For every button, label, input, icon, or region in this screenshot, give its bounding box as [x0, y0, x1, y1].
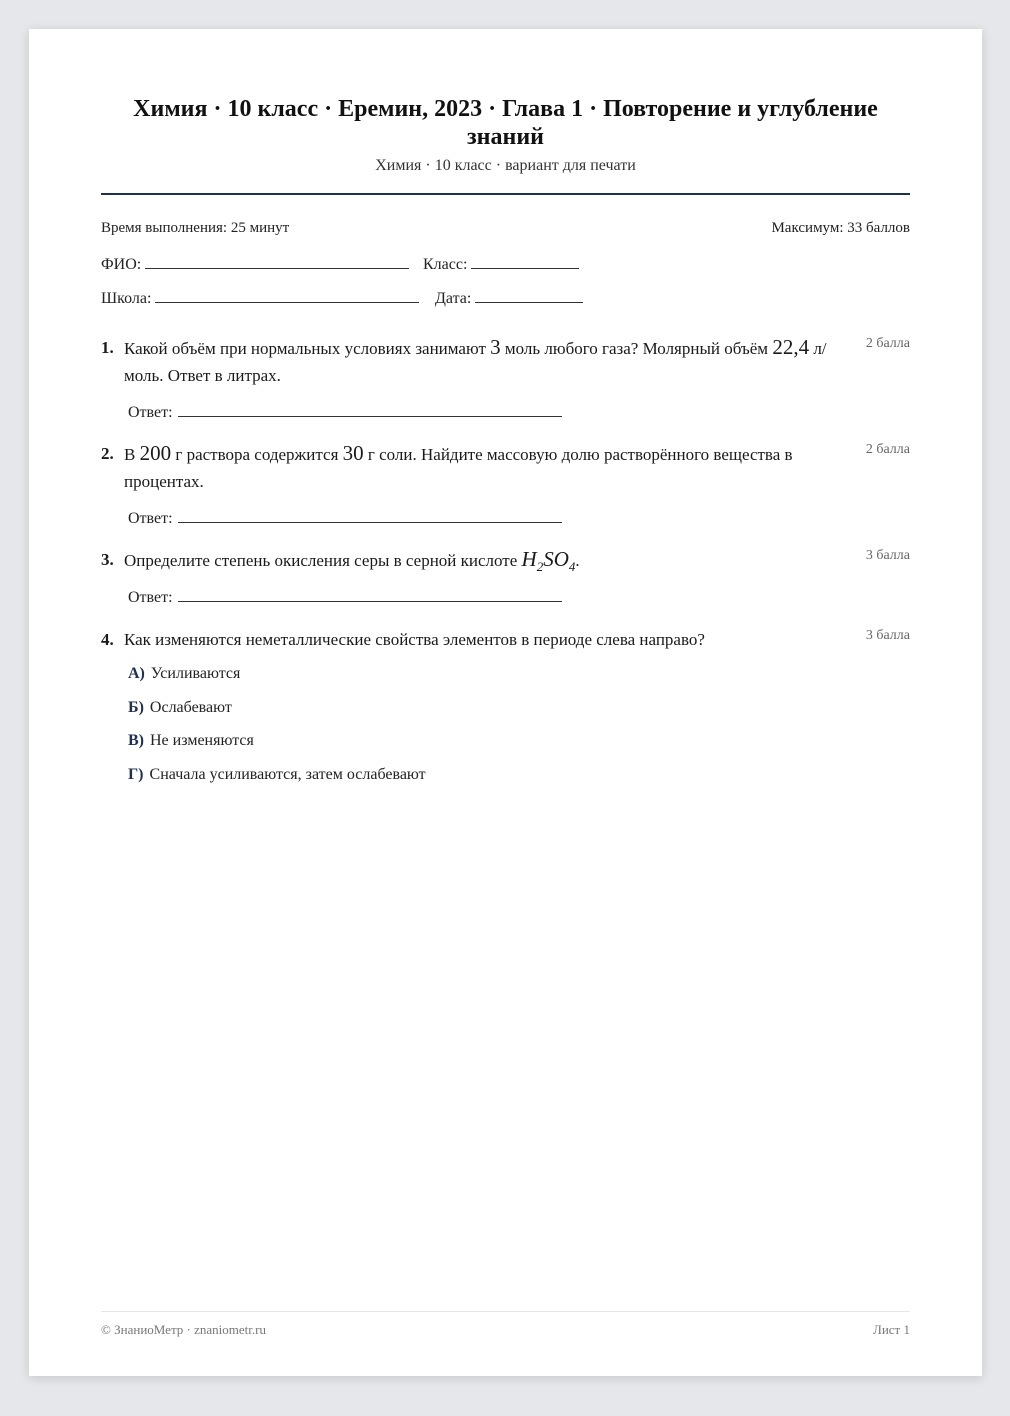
- option-d[interactable]: [128, 766, 426, 784]
- question-number: 1.: [101, 338, 114, 357]
- page-subtitle: Химия · 10 класс · вариант для печати: [375, 157, 636, 174]
- page-content: [101, 29, 910, 1376]
- option-letter: Г): [128, 766, 144, 783]
- question-number: 3.: [101, 550, 114, 569]
- school-field[interactable]: [101, 286, 419, 308]
- option-text: Сначала усиливаются, затем ослабевают: [149, 766, 426, 783]
- option-text: Усиливаются: [150, 665, 241, 682]
- footer-copyright: © ЗнаниоМетр · znaniometr.ru: [101, 1322, 266, 1337]
- class-field[interactable]: [423, 252, 579, 274]
- question-1: [101, 334, 910, 389]
- question-points: 3 балла: [865, 548, 910, 563]
- question-number: 4.: [101, 630, 114, 649]
- page-title: Химия · 10 класс · Еремин, 2023 · Глава 1 · Повторение и углубление знаний: [133, 96, 878, 150]
- class-line[interactable]: [471, 252, 579, 269]
- fio-field[interactable]: [101, 252, 409, 274]
- school-line[interactable]: [155, 286, 419, 303]
- option-c[interactable]: [128, 732, 254, 750]
- answer-field[interactable]: [128, 585, 562, 607]
- answer-field[interactable]: [128, 400, 562, 422]
- option-letter: А): [128, 665, 145, 682]
- date-line[interactable]: [475, 286, 583, 303]
- fields-row-1: [101, 252, 910, 276]
- question-number: 2.: [101, 444, 114, 463]
- option-letter: В): [128, 732, 144, 749]
- option-text: Ослабевают: [149, 699, 232, 716]
- question-3: [101, 546, 910, 580]
- option-text: Не изменяются: [150, 732, 254, 749]
- answer-label: Ответ:: [128, 589, 173, 606]
- date-field[interactable]: [435, 286, 583, 308]
- question-4: [101, 626, 910, 653]
- option-a[interactable]: [128, 665, 240, 683]
- chemical-formula: $H_2SO_4$: [521, 547, 576, 575]
- math-value: 3: [490, 335, 501, 359]
- school-label: Школа:: [101, 290, 152, 307]
- date-label: Дата:: [435, 290, 472, 307]
- time-limit: Время выполнения: 25 минут: [101, 220, 290, 236]
- answer-field[interactable]: [128, 506, 562, 528]
- math-value: 30: [342, 441, 364, 465]
- class-label: Класс:: [423, 256, 468, 273]
- fio-line[interactable]: [145, 252, 409, 269]
- header-divider: [101, 193, 910, 195]
- answer-line[interactable]: [178, 585, 562, 602]
- question-points: 3 балла: [865, 628, 910, 643]
- question-text: В 200 г раствора содержится 30 г соли. Найдите массовую долю растворённого вещества в процентах.: [124, 441, 793, 491]
- fio-label: ФИО:: [101, 256, 142, 273]
- question-text: Как изменяются неметаллические свойства элементов в периоде слева направо?: [124, 630, 705, 649]
- answer-line[interactable]: [178, 400, 562, 417]
- worksheet-page: [29, 29, 982, 1376]
- math-value: 200: [139, 441, 172, 465]
- question-2: [101, 440, 910, 495]
- option-b[interactable]: [128, 699, 232, 717]
- option-letter: Б): [128, 699, 144, 716]
- answer-line[interactable]: [178, 506, 562, 523]
- footer-page-number: Лист 1: [873, 1322, 910, 1337]
- question-points: 2 балла: [865, 442, 910, 457]
- question-text: Определите степень окисления серы в серной кислоте $H_2SO_4$.: [124, 547, 580, 575]
- answer-label: Ответ:: [128, 404, 173, 421]
- question-points: 2 балла: [865, 336, 910, 351]
- max-score: Максимум: 33 баллов: [771, 220, 910, 236]
- answer-label: Ответ:: [128, 510, 173, 527]
- fields-row-2: [101, 286, 910, 310]
- math-value: 22,4: [772, 335, 810, 359]
- question-text: Какой объём при нормальных условиях занимают 3 моль любого газа? Молярный объём 22,4 л/моль. Ответ в литрах.: [124, 335, 827, 385]
- footer-divider: [101, 1311, 910, 1312]
